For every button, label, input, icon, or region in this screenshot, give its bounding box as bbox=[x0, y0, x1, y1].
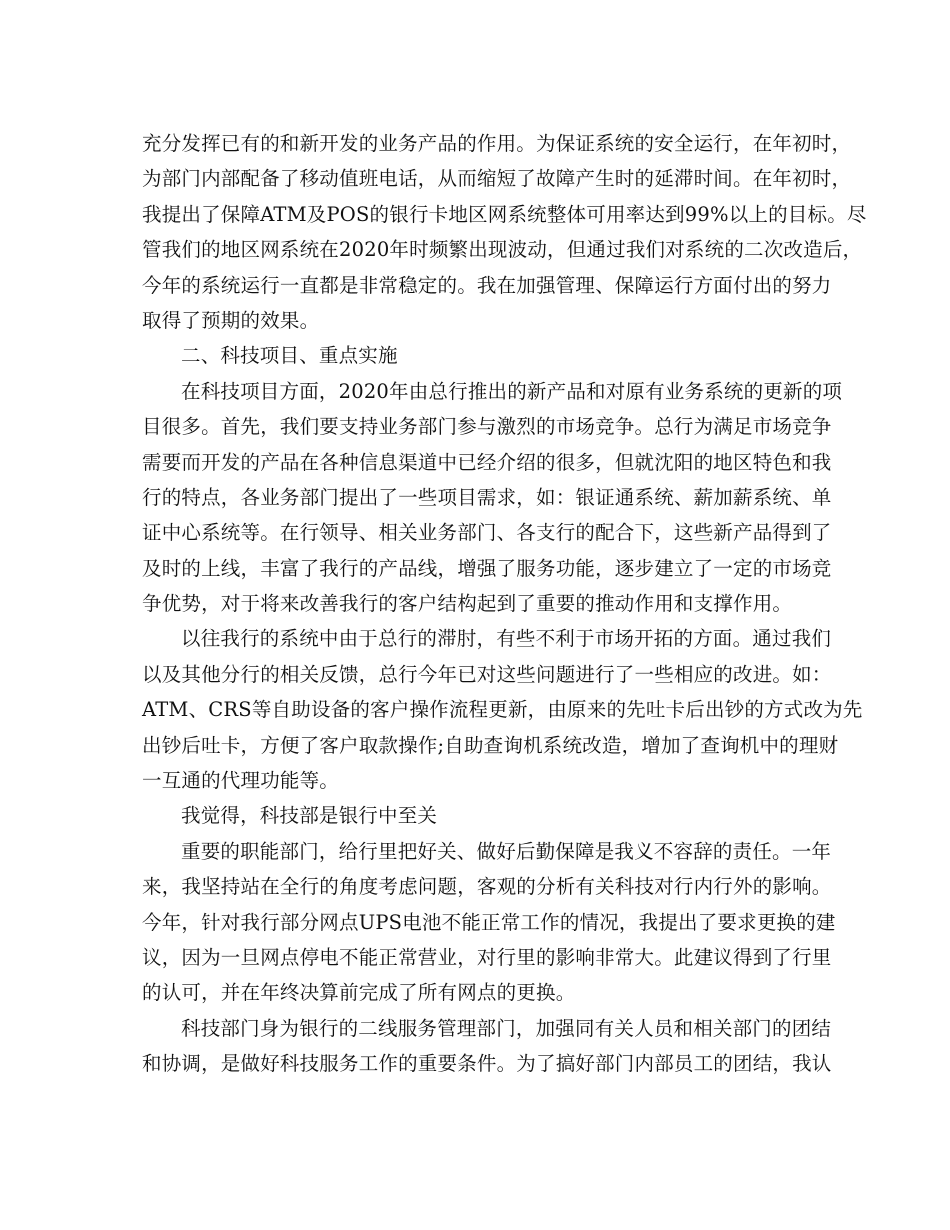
text-line: 为部门内部配备了移动值班电话，从而缩短了故障产生时的延滞时间。在年初时， bbox=[142, 167, 852, 191]
section-heading: 二、科技项目、重点实施 bbox=[181, 344, 398, 368]
text-line: 一互通的代理功能等。 bbox=[142, 769, 340, 793]
text-line: 出钞后吐卡，方便了客户取款操作;自助查询机系统改造，增加了查询机中的理财 bbox=[142, 733, 839, 757]
text-line: 以及其他分行的相关反馈，总行今年已对这些问题进行了一些相应的改进。如： bbox=[142, 662, 832, 686]
text-line: 和协调，是做好科技服务工作的重要条件。为了搞好部门内部员工的团结，我认 bbox=[142, 1052, 832, 1076]
text-line: 今年，针对我行部分网点UPS电池不能正常工作的情况，我提出了要求更换的建 bbox=[142, 910, 836, 934]
text-line: 管我们的地区网系统在2020年时频繁出现波动，但通过我们对系统的二次改造后， bbox=[142, 238, 863, 262]
document-body bbox=[142, 126, 867, 1082]
text-line: 议，因为一旦网点停电不能正常营业，对行里的影响非常大。此建议得到了行里 bbox=[142, 945, 832, 969]
text-line: 行的特点，各业务部门提出了一些项目需求，如：银证通系统、薪加薪系统、单 bbox=[142, 485, 832, 509]
text-line: 充分发挥已有的和新开发的业务产品的作用。为保证系统的安全运行，在年初时， bbox=[142, 132, 852, 155]
text-line: 在科技项目方面，2020年由总行推出的新产品和对原有业务系统的更新的项 bbox=[181, 379, 843, 403]
text-line: 今年的系统运行一直都是非常稳定的。我在加强管理、保障运行方面付出的努力 bbox=[142, 273, 832, 297]
text-line: 需要而开发的产品在各种信息渠道中已经介绍的很多，但就沈阳的地区特色和我 bbox=[142, 450, 832, 474]
text-line: 我提出了保障ATM及POS的银行卡地区网系统整体可用率达到99%以上的目标。尽 bbox=[142, 202, 867, 226]
text-line: 目很多。首先，我们要支持业务部门参与激烈的市场竞争。总行为满足市场竞争 bbox=[142, 415, 832, 439]
text-line: 科技部门身为银行的二线服务管理部门，加强同有关人员和相关部门的团结 bbox=[181, 1016, 832, 1040]
text-line: ATM、CRS等自助设备的客户操作流程更新，由原来的先吐卡后出钞的方式改为先 bbox=[142, 698, 863, 722]
text-line: 取得了预期的效果。 bbox=[142, 308, 320, 332]
text-line: 来，我坚持站在全行的角度考虑问题，客观的分析有关科技对行内行外的影响。 bbox=[142, 875, 832, 899]
text-line: 及时的上线，丰富了我行的产品线，增强了服务功能，逐步建立了一定的市场竞 bbox=[142, 556, 832, 580]
text-line: 重要的职能部门，给行里把好关、做好后勤保障是我义不容辞的责任。一年 bbox=[181, 839, 832, 863]
text-line: 的认可，并在年终决算前完成了所有网点的更换。 bbox=[142, 981, 576, 1005]
text-line: 我觉得，科技部是银行中至关 bbox=[181, 804, 438, 828]
text-line: 争优势，对于将来改善我行的客户结构起到了重要的推动作用和支撑作用。 bbox=[142, 592, 793, 616]
text-line: 证中心系统等。在行领导、相关业务部门、各支行的配合下，这些新产品得到了 bbox=[142, 521, 832, 545]
text-line: 以往我行的系统中由于总行的滞肘，有些不利于市场开拓的方面。通过我们 bbox=[181, 627, 832, 651]
